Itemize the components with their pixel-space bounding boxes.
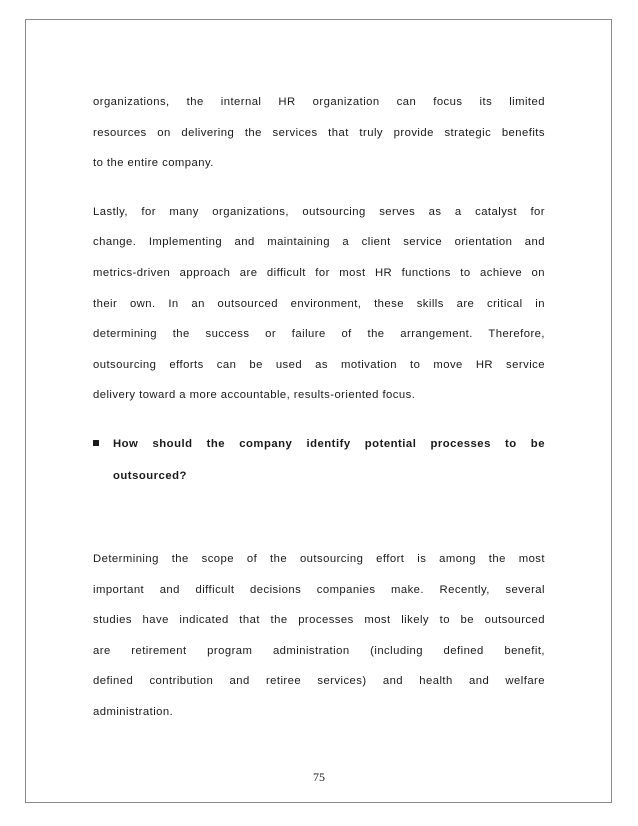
text-line: metrics-driven approach are difficult for most HR functions to achieve on	[93, 266, 545, 279]
page-content	[93, 87, 545, 728]
text-line: delivery toward a more accountable, results-oriented focus.	[93, 389, 416, 402]
text-line: studies have indicated that the processes most likely to be outsourced	[93, 614, 545, 627]
paragraph-scope	[93, 544, 545, 728]
question-bullet	[93, 428, 545, 492]
text-line: their own. In an outsourced environment, these skills are critical in	[93, 297, 545, 310]
text-line: defined contribution and retiree services) and health and welfare	[93, 675, 545, 688]
question-line: How should the company identify potential processes to be	[113, 437, 545, 450]
question-line: outsourced?	[113, 469, 187, 482]
text-line: organizations, the internal HR organization can focus its limited	[93, 96, 545, 108]
text-line: administration.	[93, 705, 174, 718]
text-line: to the entire company.	[93, 157, 214, 170]
text-line: resources on delivering the services that truly provide strategic benefits	[93, 126, 545, 139]
square-bullet-icon	[93, 440, 99, 446]
paragraph-continuation	[93, 87, 545, 179]
text-line: Determining the scope of the outsourcing effort is among the most	[93, 552, 545, 565]
text-line: are retirement program administration (including defined benefit,	[93, 644, 545, 657]
text-line: change. Implementing and maintaining a client service orientation and	[93, 236, 545, 249]
text-line: outsourcing efforts can be used as motivation to move HR service	[93, 358, 545, 371]
paragraph-catalyst	[93, 197, 545, 411]
page-number: 75	[313, 770, 325, 784]
text-line: important and difficult decisions companies make. Recently, several	[93, 583, 545, 596]
text-line: determining the success or failure of the arrangement. Therefore,	[93, 328, 545, 341]
text-line: Lastly, for many organizations, outsourcing serves as a catalyst for	[93, 205, 545, 218]
